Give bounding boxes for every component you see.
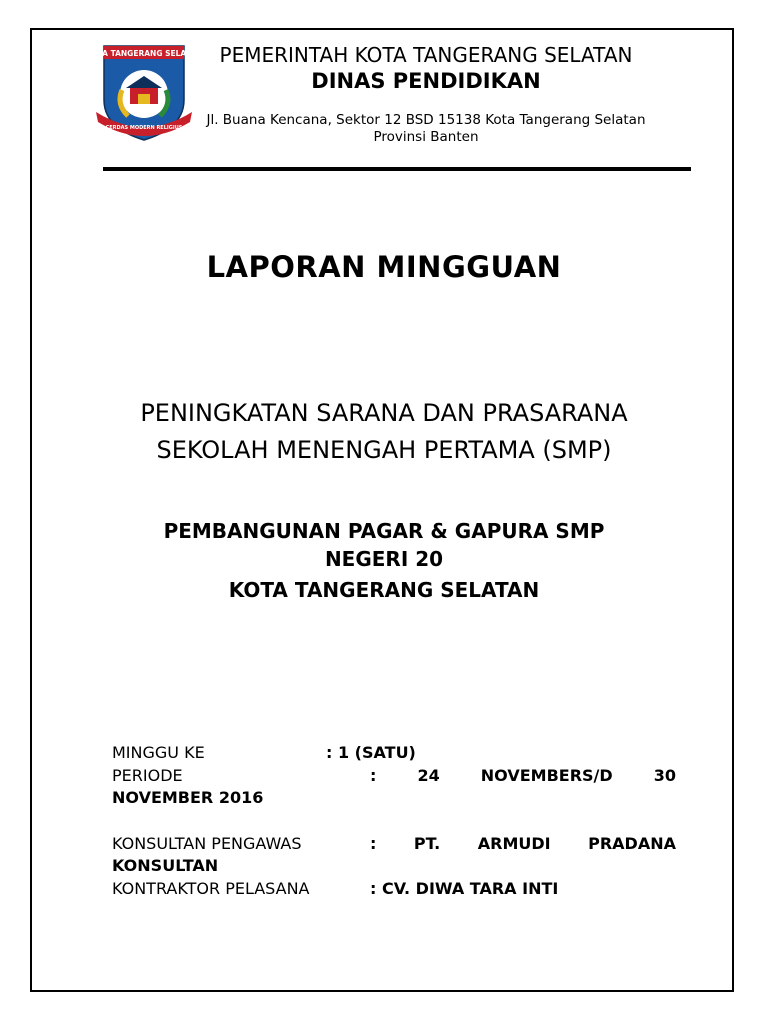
address xyxy=(196,112,656,146)
consultant-continuation: KONSULTAN xyxy=(112,856,219,875)
project-line-1: PEMBANGUNAN PAGAR & GAPURA SMP xyxy=(163,519,605,543)
period-continuation: NOVEMBER 2016 xyxy=(112,788,264,807)
logo-text-top: KOTA TANGERANG SELATAN xyxy=(85,49,203,58)
document-title: LAPORAN MINGGUAN xyxy=(206,250,562,284)
subtitle-line-2: SEKOLAH MENENGAH PERTAMA (SMP) xyxy=(156,436,612,464)
department-name: DINAS PENDIDIKAN xyxy=(311,69,541,93)
contractor-label: KONTRAKTOR PELASANA xyxy=(112,879,310,898)
consultant-word-2: ARMUDI xyxy=(477,834,551,853)
period-word-3: 30 xyxy=(653,766,676,785)
address-line-1: Jl. Buana Kencana, Sektor 12 BSD 15138 Kota Tangerang Selatan xyxy=(206,112,646,128)
period-label: PERIODE xyxy=(112,766,183,785)
consultant-value xyxy=(370,833,676,855)
consultant-row xyxy=(112,833,676,877)
period-word-2: NOVEMBERS/D xyxy=(480,766,613,785)
period-row xyxy=(112,765,676,809)
contractor-value: : CV. DIWA TARA INTI xyxy=(370,879,559,898)
consultant-label: KONSULTAN PENGAWAS xyxy=(112,834,302,853)
week-label: MINGGU KE xyxy=(112,743,205,762)
consultant-word-1: PT. xyxy=(413,834,441,853)
week-value: : 1 (SATU) xyxy=(326,743,416,762)
government-name: PEMERINTAH KOTA TANGERANG SELATAN xyxy=(219,43,633,67)
period-colon: : xyxy=(370,766,377,785)
contractor-row xyxy=(112,878,676,900)
period-word-1: 24 xyxy=(417,766,440,785)
consultant-word-3: PRADANA xyxy=(588,834,676,853)
logo-text-bottom: CERDAS MODERN RELIGIUS xyxy=(105,125,183,131)
city-emblem-logo xyxy=(85,42,203,142)
project-line-3: KOTA TANGERANG SELATAN xyxy=(228,578,540,602)
subtitle-line-1: PENINGKATAN SARANA DAN PRASARANA xyxy=(140,399,628,427)
period-value xyxy=(370,765,676,787)
header-divider xyxy=(103,167,691,171)
project-line-2: NEGERI 20 xyxy=(324,547,444,571)
consultant-colon: : xyxy=(370,834,377,853)
address-line-2: Provinsi Banten xyxy=(373,129,479,145)
week-row xyxy=(112,742,676,764)
